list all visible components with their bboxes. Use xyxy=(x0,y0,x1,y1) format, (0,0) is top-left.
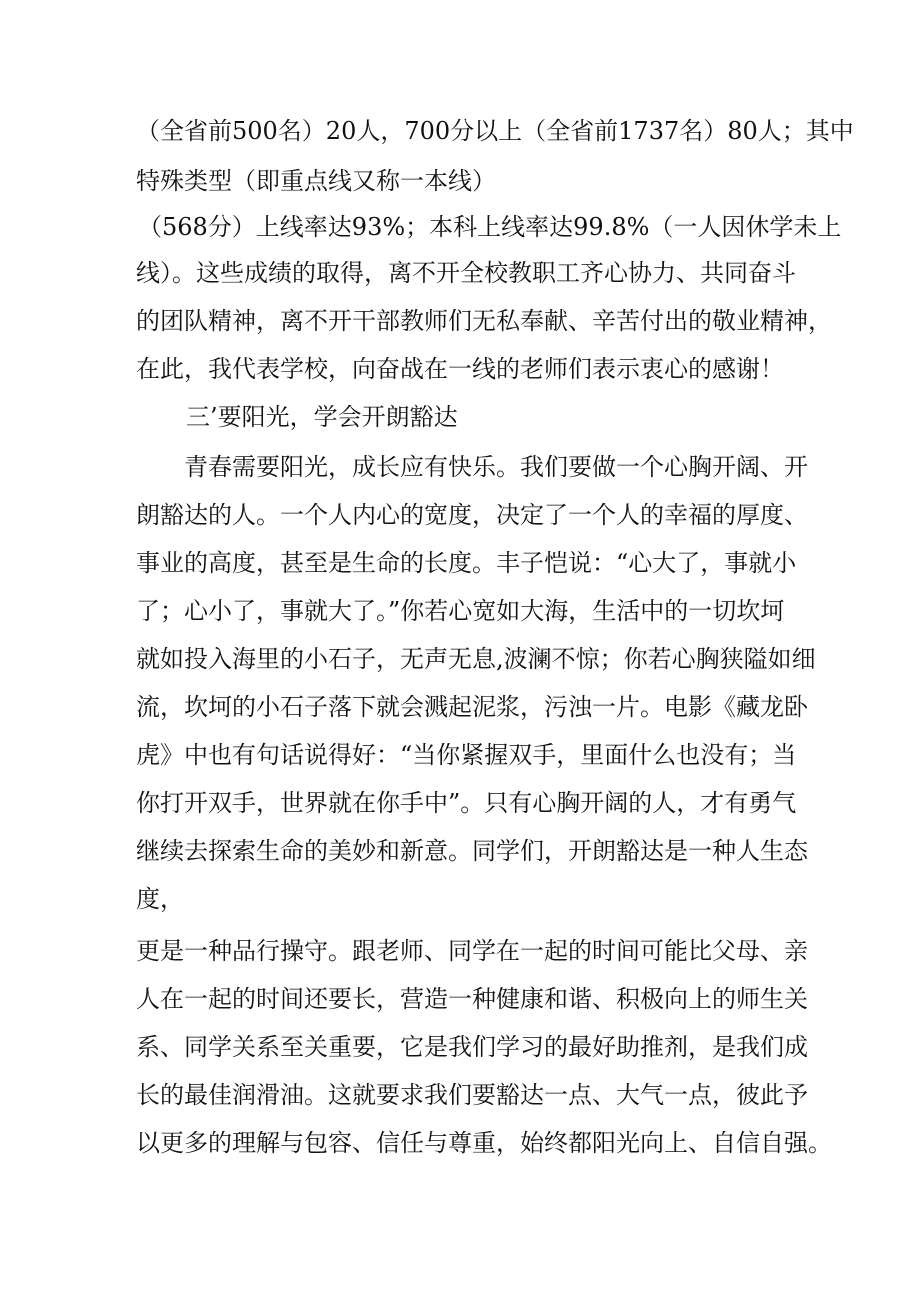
text-line-13: 流，坎坷的小石子落下就会溅起泥浆，污浊一片。电影《藏龙卧 xyxy=(136,693,808,721)
text-line-10: 事业的高度，甚至是生命的长度。丰子恺说：“心大了，事就小 xyxy=(136,549,797,577)
text-line-20: 系、同学关系至关重要，它是我们学习的最好助推剂，是我们成 xyxy=(136,1033,808,1061)
text-line-8: 青春需要阳光，成长应有快乐。我们要做一个心胸开阔、开 xyxy=(184,453,808,481)
text-line-2: 特殊类型（即重点线又称一本线） xyxy=(136,167,496,195)
text-line-17: 度， xyxy=(136,885,184,913)
text-line-21: 长的最佳润滑油。这就要求我们要豁达一点、大气一点，彼此予 xyxy=(136,1081,808,1109)
text-line-4: 线）。这些成绩的取得，离不开全校教职工齐心协力、共同奋斗 xyxy=(136,259,796,287)
text-line-18: 更是一种品行操守。跟老师、同学在一起的时间可能比父母、亲 xyxy=(136,937,808,965)
text-line-3: （568分）上线率达93%；本科上线率达99.8%（一人因休学未上 xyxy=(138,213,842,241)
text-line-16: 继续去探索生命的美妙和新意。同学们，开朗豁达是一种人生态 xyxy=(136,837,808,865)
text-line-11: 了；心小了，事就大了。”你若心宽如大海，生活中的一切坎坷 xyxy=(136,597,785,625)
text-line-1: （全省前500名）20人，700分以上（全省前1737名）80人；其中 xyxy=(136,117,854,145)
text-line-12: 就如投入海里的小石子，无声无息,波澜不惊；你若心胸狭隘如细 xyxy=(136,645,816,673)
text-line-9: 朗豁达的人。一个人内心的宽度，决定了一个人的幸福的厚度、 xyxy=(136,501,808,529)
section-heading: 三’要阳光，学会开朗豁达 xyxy=(186,403,458,431)
text-line-6: 在此，我代表学校，向奋战在一线的老师们表示衷心的感谢！ xyxy=(136,355,784,383)
text-line-22: 以更多的理解与包容、信任与尊重，始终都阳光向上、自信自强。 xyxy=(136,1129,832,1157)
text-line-14: 虎》中也有句话说得好：“当你紧握双手，里面什么也没有；当 xyxy=(136,741,797,769)
text-line-15: 你打开双手，世界就在你手中”。只有心胸开阔的人，才有勇气 xyxy=(136,789,797,817)
text-line-5: 的团队精神，离不开干部教师们无私奉献、辛苦付出的敬业精神， xyxy=(136,307,832,335)
text-line-19: 人在一起的时间还要长，营造一种健康和谐、积极向上的师生关 xyxy=(136,985,808,1013)
